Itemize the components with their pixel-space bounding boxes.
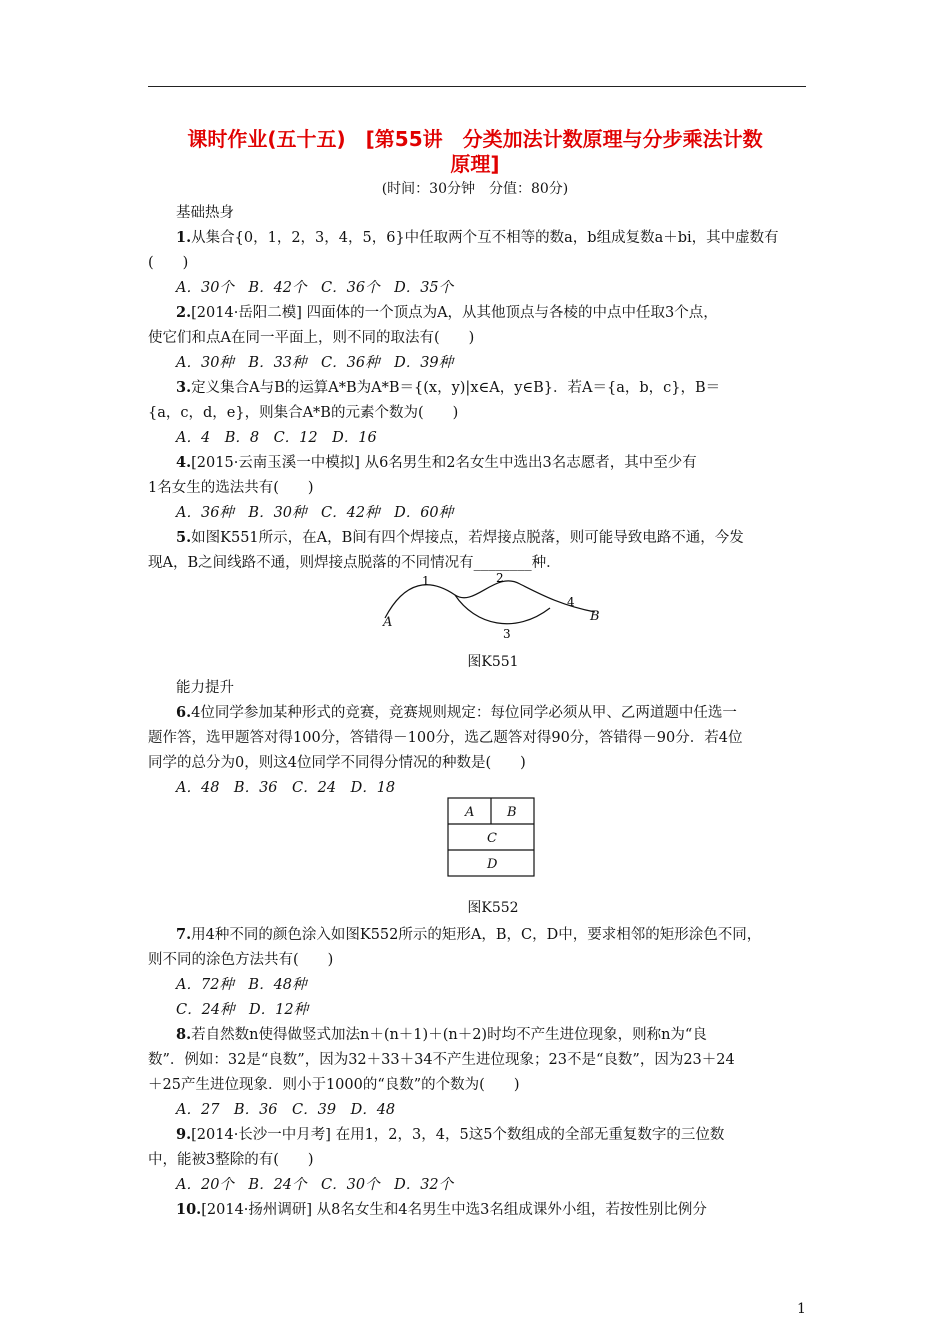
page-title-cont: 原理] <box>450 152 500 176</box>
question-number: 5. <box>176 529 192 546</box>
page-number: 1 <box>797 1301 806 1317</box>
question-number: 10. <box>176 1201 202 1218</box>
header-rule <box>148 86 806 87</box>
question-text: 4位同学参加某种形式的竞赛，竞赛规则规定：每位同学必须从甲、乙两道题中任选一 <box>191 705 737 721</box>
section-heading-basic: 基础热身 <box>176 205 234 221</box>
circuit-figure <box>375 570 615 650</box>
question-2-cont: 使它们和点A在同一平面上，则不同的取法有( ) <box>148 330 475 346</box>
question-5 <box>176 528 840 548</box>
solder-point-4: 4 <box>567 595 575 609</box>
question-number: 8. <box>176 1026 192 1043</box>
question-3-options: A．4 B．8 C．12 D．16 <box>176 430 377 446</box>
question-text: [2014·扬州调研] 从8名女生和4名男生中选3名组成课外小组，若按性别比例分 <box>201 1202 707 1218</box>
question-9-options: A．20个 B．24个 C．30个 D．32个 <box>176 1177 454 1193</box>
question-3 <box>176 378 840 398</box>
question-number: 6. <box>176 704 192 721</box>
rectangle-figure <box>447 797 537 879</box>
question-9-cont: 中，能被3整除的有( ) <box>148 1152 314 1168</box>
question-text: 若自然数n使得做竖式加法n＋(n＋1)＋(n＋2)时均不产生进位现象，则称n为“良 <box>191 1027 707 1043</box>
question-text: 从集合{0，1，2，3，4，5，6}中任取两个互不相等的数a，b组成复数a＋bi，其中虚数有 <box>191 230 779 246</box>
question-text: [2014·岳阳二模] 四面体的一个顶点为A，从其他顶点与各棱的中点中任取3个点， <box>191 305 718 321</box>
section-heading-advanced: 能力提升 <box>176 680 234 696</box>
question-4-options: A．36种 B．30种 C．42种 D．60种 <box>176 505 454 521</box>
question-5-cont: 现A，B之间线路不通，则焊接点脱落的不同情况有________种． <box>148 555 561 571</box>
question-number: 9. <box>176 1126 192 1143</box>
question-text: 用4种不同的颜色涂入如图K552所示的矩形A，B，C，D中，要求相邻的矩形涂色不同， <box>191 927 762 943</box>
question-7-options: A．72种 B．48种 <box>176 977 307 993</box>
node-b-label: B <box>590 609 600 624</box>
time-score-info: (时间：30分钟 分值：80分) <box>381 181 569 197</box>
rect-label-b: B <box>507 805 517 820</box>
rect-label-d: D <box>487 857 498 872</box>
question-10 <box>176 1200 840 1220</box>
question-1-options: A．30个 B．42个 C．36个 D．35个 <box>176 280 454 296</box>
question-number: 4. <box>176 454 192 471</box>
question-7-options-2: C．24种 D．12种 <box>176 1002 309 1018</box>
question-number: 7. <box>176 926 192 943</box>
question-4 <box>176 453 840 473</box>
question-4-cont: 1名女生的选法共有( ) <box>148 480 314 496</box>
figure-caption: 图K551 <box>467 654 519 670</box>
solder-point-2: 2 <box>496 571 504 585</box>
question-7 <box>176 925 840 945</box>
question-6-cont2: 同学的总分为0，则这4位同学不同得分情况的种数是( ) <box>148 755 526 771</box>
question-6-options: A．48 B．36 C．24 D．18 <box>176 780 396 796</box>
question-text: 如图K551所示，在A，B间有四个焊接点，若焊接点脱落，则可能导致电路不通，今发 <box>191 530 744 546</box>
question-number: 1. <box>176 229 192 246</box>
page-title: 课时作业(五十五) [第55讲 分类加法计数原理与分步乘法计数 <box>187 127 763 151</box>
question-1 <box>176 228 840 248</box>
question-3-cont: {a，c，d，e}，则集合A*B的元素个数为( ) <box>148 405 459 421</box>
question-2 <box>176 303 840 323</box>
question-text: [2014·长沙一中月考] 在用1，2，3，4，5这5个数组成的全部无重复数字的三位数 <box>191 1127 725 1143</box>
question-2-options: A．30种 B．33种 C．36种 D．39种 <box>176 355 454 371</box>
question-9 <box>176 1125 840 1145</box>
question-number: 3. <box>176 379 192 396</box>
question-text: 定义集合A与B的运算A*B为A*B＝{(x，y)|x∈A，y∈B}．若A＝{a，b，c}，B＝ <box>191 380 721 396</box>
figure-caption: 图K552 <box>467 900 519 916</box>
circuit-upper-path <box>385 581 595 618</box>
question-8-cont2: ＋25产生进位现象．则小于1000的“良数”的个数为( ) <box>148 1077 520 1093</box>
question-7-cont: 则不同的涂色方法共有( ) <box>148 952 334 968</box>
solder-point-1: 1 <box>422 574 430 588</box>
question-6 <box>176 703 840 723</box>
solder-point-3: 3 <box>503 627 511 641</box>
question-8-cont: 数”．例如：32是“良数”，因为32＋33＋34不产生进位现象；23不是“良数”，因为23＋24 <box>148 1052 735 1068</box>
node-a-label: A <box>383 615 393 630</box>
question-1-cont: ( ) <box>148 255 189 271</box>
question-8-options: A．27 B．36 C．39 D．48 <box>176 1102 396 1118</box>
question-8 <box>176 1025 840 1045</box>
circuit-lower-path <box>455 595 550 624</box>
question-6-cont: 题作答，选甲题答对得100分，答错得－100分，选乙题答对得90分，答错得－90分．若4位 <box>148 730 743 746</box>
question-text: [2015·云南玉溪一中模拟] 从6名男生和2名女生中选出3名志愿者，其中至少有 <box>191 455 697 471</box>
rect-label-c: C <box>487 831 497 846</box>
rect-label-a: A <box>465 805 475 820</box>
question-number: 2. <box>176 304 192 321</box>
